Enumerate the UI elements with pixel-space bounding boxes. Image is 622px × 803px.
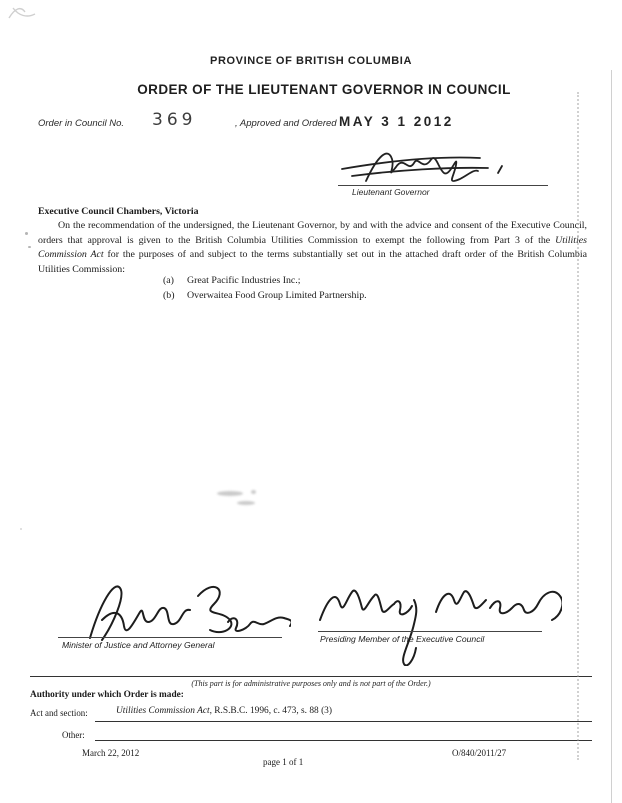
list-item	[163, 274, 367, 289]
order-in-council-label: Order in Council No.	[38, 118, 125, 129]
act-and-section-label: Act and section:	[30, 708, 88, 718]
presiding-member-label: Presiding Member of the Executive Council	[320, 634, 485, 644]
minister-signature-line	[58, 637, 282, 638]
document-title: ORDER OF THE LIEUTENANT GOVERNOR IN COUNCIL	[137, 82, 511, 97]
footer-reference-number: O/840/2011/27	[452, 748, 507, 758]
exempt-entities-list	[163, 274, 367, 304]
presiding-member-signature-line	[318, 631, 542, 632]
scan-speck	[25, 232, 28, 235]
act-citation: , R.S.B.C. 1996, c. 473, s. 88 (3)	[209, 706, 332, 716]
act-and-section-value	[116, 706, 332, 716]
province-heading: PROVINCE OF BRITISH COLUMBIA	[210, 55, 412, 67]
list-item-marker: (b)	[163, 289, 175, 301]
list-item-text: Great Pacific Industries Inc.;	[187, 275, 301, 286]
scan-smudge	[203, 487, 273, 519]
scan-speck	[28, 246, 31, 248]
order-paragraph	[38, 219, 587, 277]
list-item-marker: (a)	[163, 275, 174, 286]
date-stamp: MAY 3 1 2012	[339, 114, 454, 129]
presiding-member-signature	[312, 576, 562, 666]
lieutenant-governor-label: Lieutenant Governor	[352, 187, 430, 197]
act-and-section-line	[95, 721, 592, 722]
lieutenant-governor-signature	[338, 143, 523, 189]
order-number-stamp: 369	[152, 110, 197, 130]
other-line	[95, 740, 592, 741]
footer-page-number: page 1 of 1	[263, 757, 304, 767]
list-item-text: Overwaitea Food Group Limited Partnership.	[187, 289, 367, 301]
authority-heading: Authority under which Order is made:	[30, 690, 184, 700]
minister-label: Minister of Justice and Attorney General	[62, 640, 215, 650]
paragraph-text-before-act: On the recommendation of the undersigned, the Lieutenant Governor, by and with the advice and consent of the Executive Council, orders that approval is given to the British Columbia Utilities Commission to exempt the following from Part 3 of the	[38, 220, 587, 246]
other-label: Other:	[62, 730, 85, 740]
lieutenant-governor-signature-line	[338, 185, 548, 186]
scan-edge-dotted-line	[577, 92, 579, 760]
admin-note: (This part is for administrative purposes only and is not part of the Order.)	[191, 679, 431, 688]
list-item	[163, 289, 367, 304]
corner-scan-mark	[5, 2, 39, 24]
scan-speck	[20, 528, 22, 530]
admin-divider-line	[30, 676, 592, 677]
approved-and-ordered-label: , Approved and Ordered	[235, 118, 337, 129]
paragraph-text-after-act: for the purposes of and subject to the terms substantially set out in the attached draft order of the British Columbia Utilities Commission:	[38, 249, 587, 275]
footer-date: March 22, 2012	[82, 748, 140, 758]
act-name-italic: Utilities Commission Act	[116, 706, 210, 716]
chambers-heading: Executive Council Chambers, Victoria	[38, 206, 199, 217]
act-name-italic: Utilities Commission Act	[38, 234, 587, 261]
minister-signature	[76, 576, 291, 646]
scan-edge-line	[611, 70, 612, 803]
